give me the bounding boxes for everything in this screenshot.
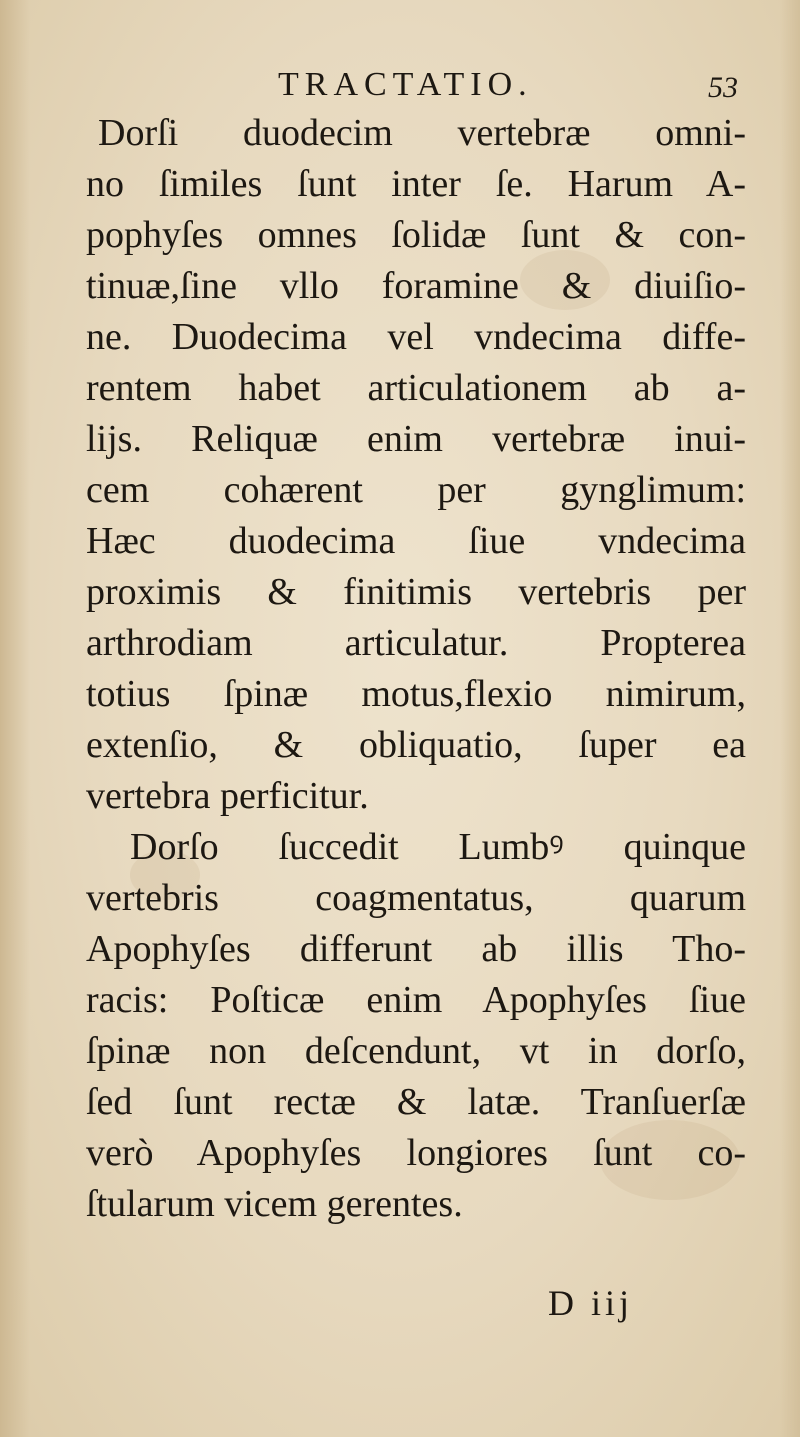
text-line: ne. Duodecima vel vndecima diffe-: [86, 316, 746, 358]
text-line: verò Apophyſes longiores ſunt co-: [86, 1132, 746, 1174]
text-line: vertebris coagmentatus, quarum: [86, 877, 746, 919]
text-line: cem cohærent per gynglimum:: [86, 469, 746, 511]
text-line: Hæc duodecima ſiue vndecima: [86, 520, 746, 562]
text-line: ſpinæ non deſcendunt, vt in dorſo,: [86, 1030, 746, 1072]
body-text: [86, 108, 746, 1230]
text-line: no ſimiles ſunt inter ſe. Harum A-: [86, 163, 746, 205]
page-edge-shadow-left: [0, 0, 30, 1437]
text-line: arthrodiam articulatur. Propterea: [86, 622, 746, 664]
text-line: ſed ſunt rectæ & latæ. Tranſuerſæ: [86, 1081, 746, 1123]
text-line: pophyſes omnes ſolidæ ſunt & con-: [86, 214, 746, 256]
text-line: tinuæ,ſine vllo foramine & diuiſio-: [86, 265, 746, 307]
text-line: Dorſo ſuccedit Lumbꝰ quinque: [130, 826, 746, 868]
text-line: rentem habet articulationem ab a-: [86, 367, 746, 409]
text-line: lijs. Reliquæ enim vertebræ inui-: [86, 418, 746, 460]
page-title: TRACTATIO.: [278, 66, 533, 103]
text-line: Apophyſes differunt ab illis Tho-: [86, 928, 746, 970]
text-line: extenſio, & obliquatio, ſuper ea: [86, 724, 746, 766]
page-number: 53: [708, 71, 738, 104]
text-line: totius ſpinæ motus,flexio nimirum,: [86, 673, 746, 715]
text-line: racis: Poſticæ enim Apophyſes ſiue: [86, 979, 746, 1021]
signature-mark: D iij: [548, 1283, 634, 1323]
page-edge-shadow-right: [780, 0, 800, 1437]
text-line: Dorſi duodecim vertebræ omni-: [98, 112, 746, 154]
text-line: ſtularum vicem gerentes.: [86, 1183, 463, 1225]
running-head: [0, 60, 800, 110]
text-line: vertebra perficitur.: [86, 775, 369, 817]
text-line: proximis & finitimis vertebris per: [86, 571, 746, 613]
